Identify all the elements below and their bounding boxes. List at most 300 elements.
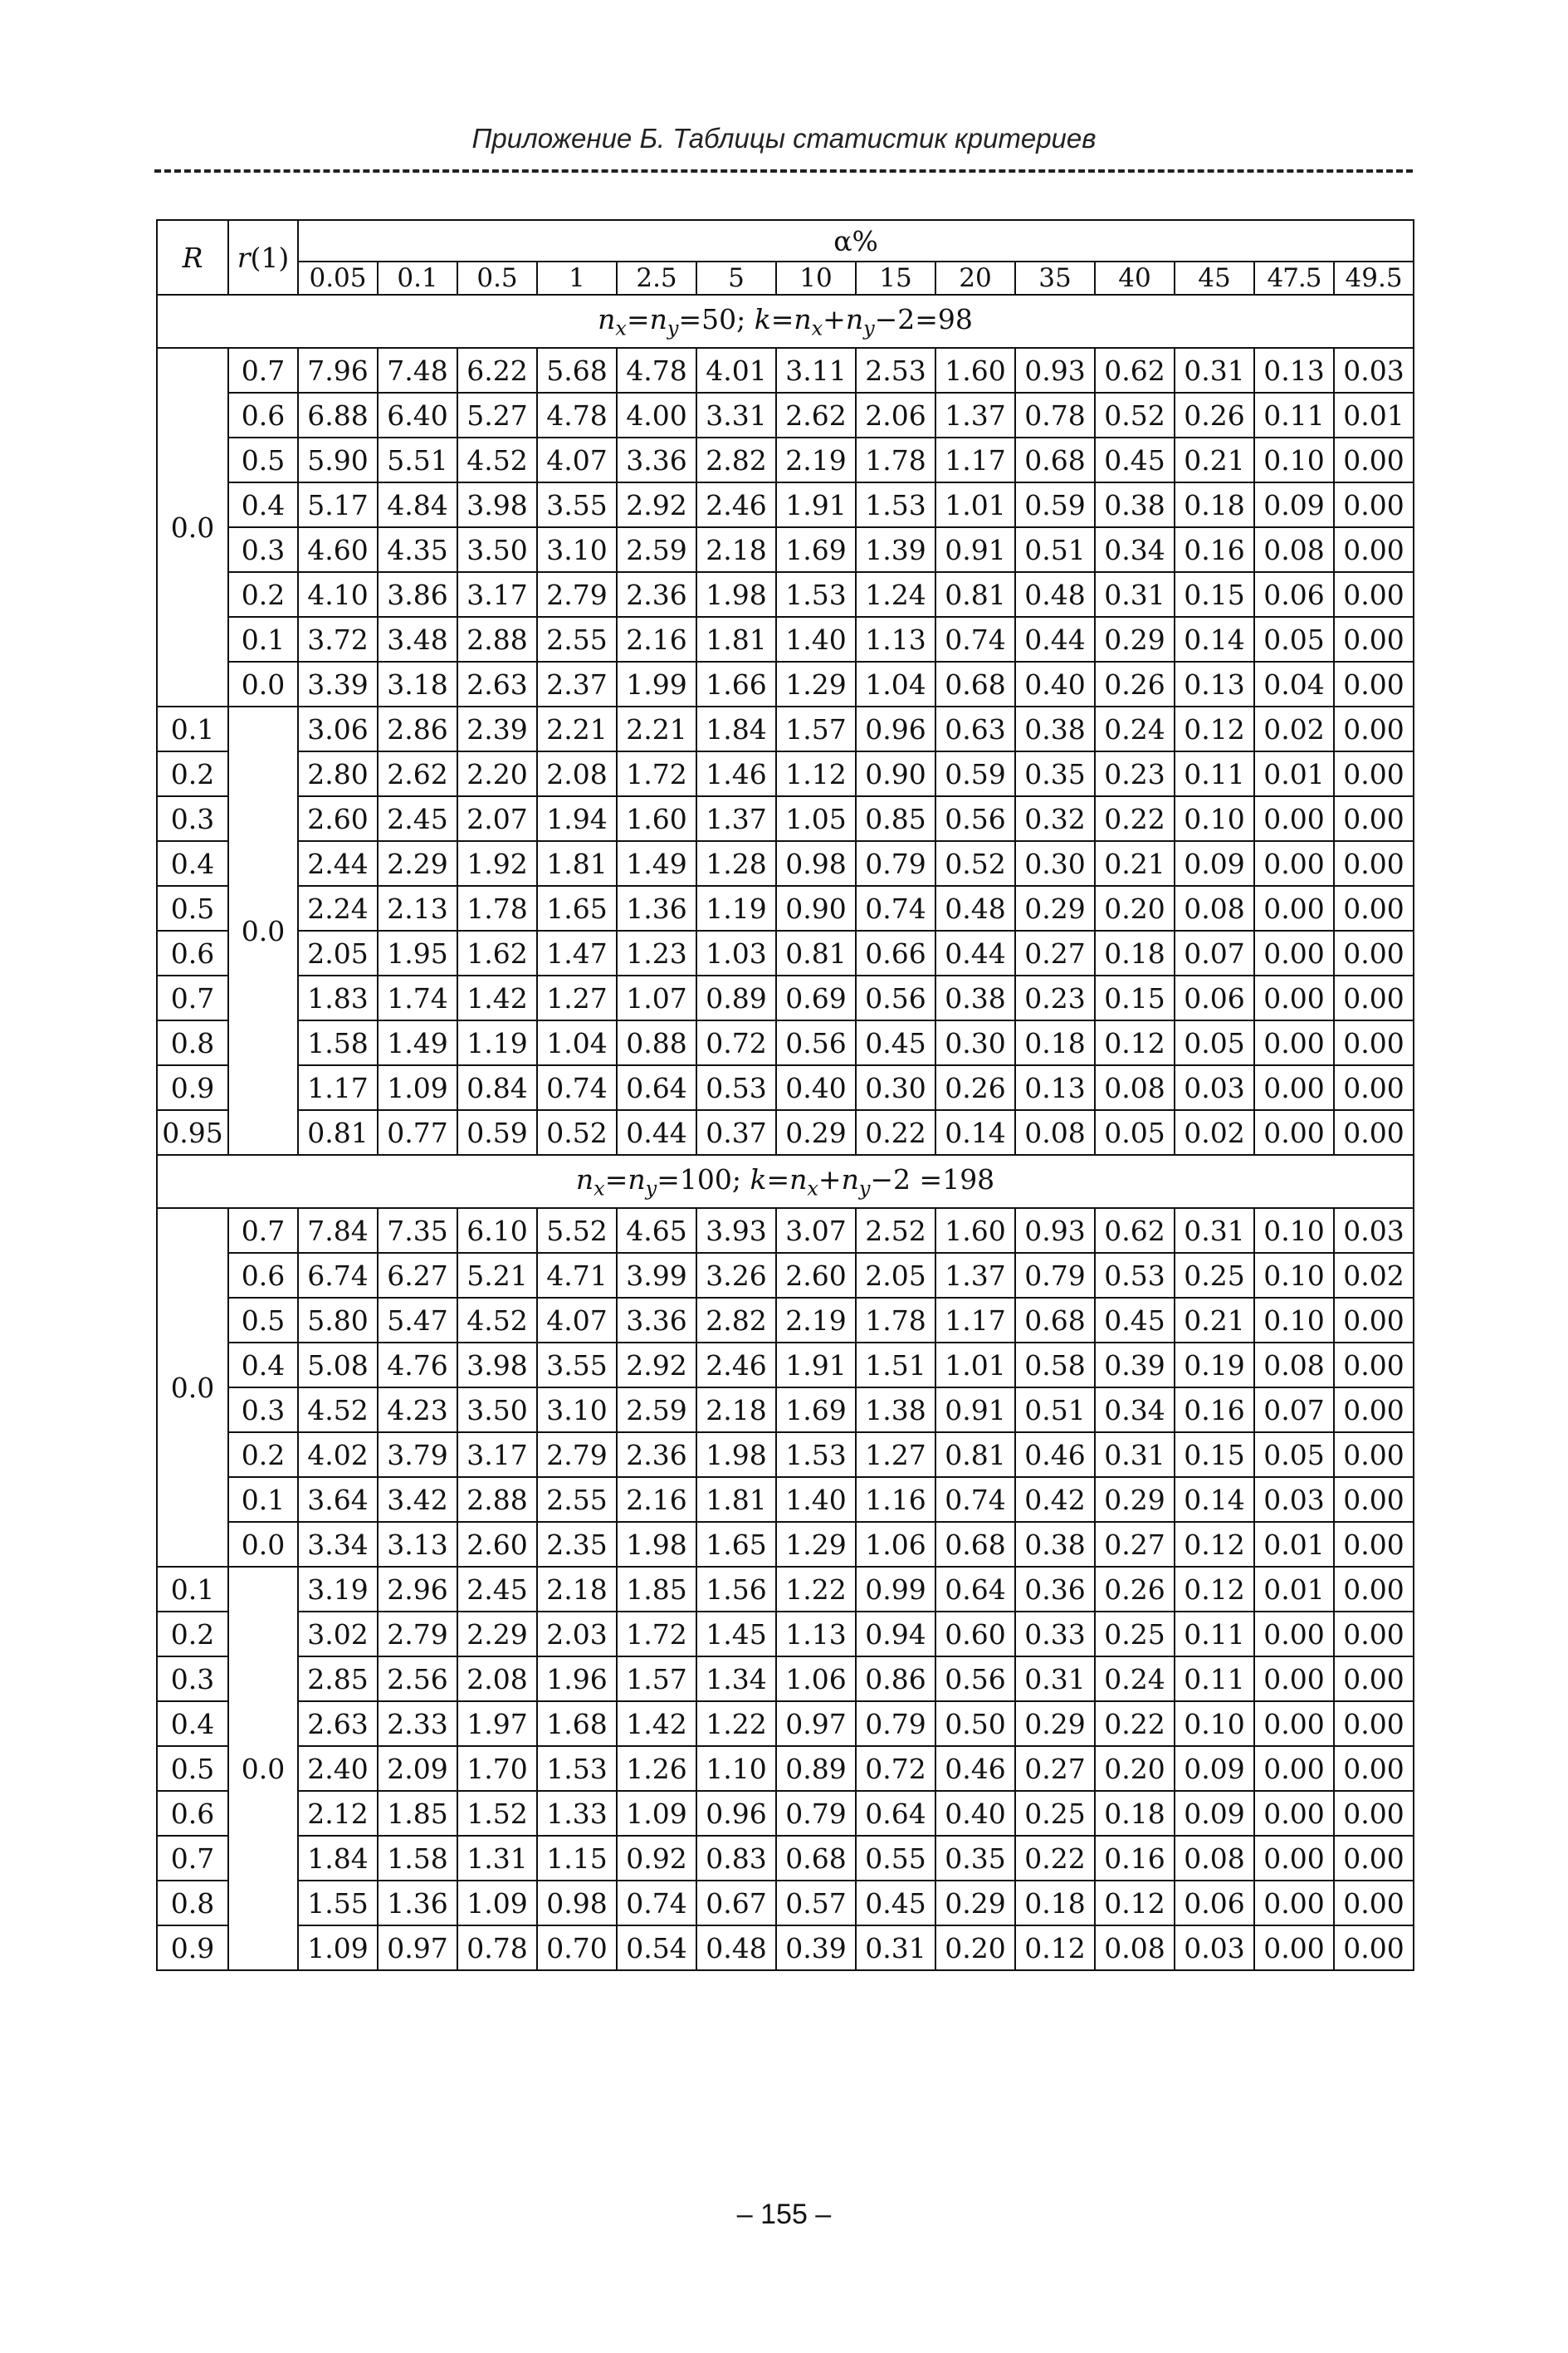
value-cell: 0.22 xyxy=(856,1110,935,1155)
value-cell: 0.31 xyxy=(1015,1656,1095,1701)
value-cell: 0.35 xyxy=(1015,751,1095,796)
value-cell: 0.10 xyxy=(1175,1701,1254,1746)
value-cell: 0.56 xyxy=(935,796,1015,841)
r1-value-cell: 0.2 xyxy=(228,572,298,617)
value-cell: 0.12 xyxy=(1175,707,1254,751)
value-cell: 1.34 xyxy=(696,1656,776,1701)
section-caption-row xyxy=(157,1155,1414,1208)
alpha-header-cell: 0.5 xyxy=(457,262,537,295)
value-cell: 1.40 xyxy=(776,1477,856,1522)
value-cell: 0.03 xyxy=(1254,1477,1334,1522)
value-cell: 3.93 xyxy=(696,1208,776,1253)
table-row xyxy=(157,841,1414,886)
value-cell: 3.42 xyxy=(378,1477,457,1522)
value-cell: 0.00 xyxy=(1254,886,1334,931)
value-cell: 2.35 xyxy=(537,1522,617,1567)
value-cell: 0.27 xyxy=(1015,1746,1095,1791)
value-cell: 0.18 xyxy=(1095,931,1175,976)
value-cell: 0.20 xyxy=(1095,886,1175,931)
value-cell: 1.53 xyxy=(776,1432,856,1477)
value-cell: 1.78 xyxy=(457,886,537,931)
value-cell: 1.49 xyxy=(617,841,696,886)
value-cell: 0.42 xyxy=(1015,1477,1095,1522)
value-cell: 0.40 xyxy=(1015,662,1095,707)
value-cell: 0.00 xyxy=(1334,1612,1414,1656)
value-cell: 3.64 xyxy=(298,1477,378,1522)
value-cell: 0.06 xyxy=(1254,572,1334,617)
value-cell: 0.90 xyxy=(776,886,856,931)
r1-value-cell: 0.2 xyxy=(228,1432,298,1477)
value-cell: 6.22 xyxy=(457,348,537,393)
value-cell: 0.72 xyxy=(696,1020,776,1065)
value-cell: 3.36 xyxy=(617,1298,696,1343)
value-cell: 4.52 xyxy=(457,1298,537,1343)
value-cell: 0.68 xyxy=(935,1522,1015,1567)
value-cell: 0.01 xyxy=(1254,1522,1334,1567)
running-head: Приложение Б. Таблицы статистик критериев xyxy=(471,123,1097,154)
value-cell: 2.18 xyxy=(696,527,776,572)
R-value-cell: 0.6 xyxy=(157,931,228,976)
value-cell: 0.06 xyxy=(1175,1881,1254,1925)
value-cell: 1.27 xyxy=(537,976,617,1020)
value-cell: 0.38 xyxy=(1015,1522,1095,1567)
value-cell: 0.68 xyxy=(1015,438,1095,482)
value-cell: 0.62 xyxy=(1095,348,1175,393)
value-cell: 0.81 xyxy=(298,1110,378,1155)
value-cell: 1.29 xyxy=(776,1522,856,1567)
value-cell: 0.69 xyxy=(776,976,856,1020)
value-cell: 0.46 xyxy=(1015,1432,1095,1477)
value-cell: 0.58 xyxy=(1015,1343,1095,1387)
value-cell: 5.08 xyxy=(298,1343,378,1387)
table-row xyxy=(157,1746,1414,1791)
value-cell: 0.08 xyxy=(1015,1110,1095,1155)
value-cell: 0.00 xyxy=(1254,931,1334,976)
value-cell: 1.03 xyxy=(696,931,776,976)
value-cell: 1.49 xyxy=(378,1020,457,1065)
value-cell: 1.94 xyxy=(537,796,617,841)
value-cell: 1.28 xyxy=(696,841,776,886)
value-cell: 0.59 xyxy=(1015,482,1095,527)
value-cell: 2.96 xyxy=(378,1567,457,1612)
value-cell: 3.18 xyxy=(378,662,457,707)
value-cell: 0.56 xyxy=(935,1656,1015,1701)
table-row xyxy=(157,707,1414,751)
value-cell: 0.00 xyxy=(1334,1567,1414,1612)
value-cell: 0.83 xyxy=(696,1836,776,1881)
R-value-cell: 0.9 xyxy=(157,1925,228,1970)
value-cell: 3.10 xyxy=(537,1387,617,1432)
value-cell: 1.36 xyxy=(378,1881,457,1925)
value-cell: 1.55 xyxy=(298,1881,378,1925)
alpha-header-cell: 45 xyxy=(1175,262,1254,295)
value-cell: 7.84 xyxy=(298,1208,378,1253)
value-cell: 0.40 xyxy=(776,1065,856,1110)
value-cell: 2.08 xyxy=(537,751,617,796)
value-cell: 0.44 xyxy=(935,931,1015,976)
value-cell: 0.00 xyxy=(1334,1065,1414,1110)
value-cell: 3.17 xyxy=(457,1432,537,1477)
r1-value-cell: 0.7 xyxy=(228,1208,298,1253)
value-cell: 0.57 xyxy=(776,1881,856,1925)
value-cell: 2.18 xyxy=(537,1567,617,1612)
value-cell: 2.86 xyxy=(378,707,457,751)
value-cell: 0.77 xyxy=(378,1110,457,1155)
value-cell: 0.84 xyxy=(457,1065,537,1110)
value-cell: 0.44 xyxy=(1015,617,1095,662)
value-cell: 2.92 xyxy=(617,1343,696,1387)
value-cell: 0.00 xyxy=(1334,527,1414,572)
value-cell: 0.31 xyxy=(1095,1432,1175,1477)
table-row xyxy=(157,1208,1414,1253)
value-cell: 0.97 xyxy=(776,1701,856,1746)
value-cell: 0.52 xyxy=(935,841,1015,886)
value-cell: 1.81 xyxy=(537,841,617,886)
value-cell: 1.42 xyxy=(457,976,537,1020)
value-cell: 0.30 xyxy=(856,1065,935,1110)
value-cell: 0.79 xyxy=(856,1701,935,1746)
value-cell: 2.88 xyxy=(457,617,537,662)
value-cell: 2.60 xyxy=(298,796,378,841)
value-cell: 1.37 xyxy=(935,1253,1015,1298)
R-value-cell: 0.7 xyxy=(157,1836,228,1881)
table-row xyxy=(157,1567,1414,1612)
value-cell: 0.26 xyxy=(1175,393,1254,438)
R-value-cell: 0.1 xyxy=(157,1567,228,1612)
value-cell: 3.48 xyxy=(378,617,457,662)
value-cell: 0.09 xyxy=(1254,482,1334,527)
value-cell: 0.11 xyxy=(1175,1612,1254,1656)
value-cell: 0.14 xyxy=(1175,1477,1254,1522)
value-cell: 0.10 xyxy=(1254,1253,1334,1298)
table-row xyxy=(157,1432,1414,1477)
value-cell: 0.53 xyxy=(696,1065,776,1110)
value-cell: 0.11 xyxy=(1175,1656,1254,1701)
R-value-cell: 0.1 xyxy=(157,707,228,751)
table-row xyxy=(157,1020,1414,1065)
value-cell: 2.80 xyxy=(298,751,378,796)
value-cell: 0.00 xyxy=(1254,1836,1334,1881)
table-row xyxy=(157,1881,1414,1925)
value-cell: 0.31 xyxy=(856,1925,935,1970)
value-cell: 2.37 xyxy=(537,662,617,707)
value-cell: 1.57 xyxy=(617,1656,696,1701)
value-cell: 0.12 xyxy=(1175,1522,1254,1567)
value-cell: 0.29 xyxy=(935,1881,1015,1925)
value-cell: 0.98 xyxy=(776,841,856,886)
value-cell: 0.00 xyxy=(1334,1298,1414,1343)
value-cell: 5.47 xyxy=(378,1298,457,1343)
value-cell: 1.60 xyxy=(617,796,696,841)
R-value-cell: 0.5 xyxy=(157,1746,228,1791)
value-cell: 1.85 xyxy=(617,1567,696,1612)
R-value-cell: 0.0 xyxy=(157,1208,228,1567)
value-cell: 0.00 xyxy=(1334,1656,1414,1701)
value-cell: 1.06 xyxy=(776,1656,856,1701)
value-cell: 0.08 xyxy=(1095,1925,1175,1970)
value-cell: 1.06 xyxy=(856,1522,935,1567)
value-cell: 0.04 xyxy=(1254,662,1334,707)
value-cell: 6.88 xyxy=(298,393,378,438)
table-row xyxy=(157,482,1414,527)
value-cell: 0.26 xyxy=(1095,1567,1175,1612)
value-cell: 0.00 xyxy=(1334,482,1414,527)
value-cell: 2.62 xyxy=(378,751,457,796)
alpha-header-cell: 35 xyxy=(1015,262,1095,295)
value-cell: 5.51 xyxy=(378,438,457,482)
value-cell: 0.52 xyxy=(1095,393,1175,438)
value-cell: 0.10 xyxy=(1254,1298,1334,1343)
value-cell: 0.38 xyxy=(1095,482,1175,527)
value-cell: 0.39 xyxy=(776,1925,856,1970)
value-cell: 0.20 xyxy=(935,1925,1015,1970)
value-cell: 1.31 xyxy=(457,1836,537,1881)
value-cell: 0.18 xyxy=(1015,1881,1095,1925)
value-cell: 2.12 xyxy=(298,1791,378,1836)
value-cell: 0.00 xyxy=(1254,1791,1334,1836)
value-cell: 4.52 xyxy=(457,438,537,482)
value-cell: 2.21 xyxy=(617,707,696,751)
value-cell: 0.72 xyxy=(856,1746,935,1791)
R-value-cell: 0.95 xyxy=(157,1110,228,1155)
value-cell: 1.53 xyxy=(856,482,935,527)
value-cell: 0.51 xyxy=(1015,1387,1095,1432)
value-cell: 0.96 xyxy=(856,707,935,751)
value-cell: 4.60 xyxy=(298,527,378,572)
value-cell: 1.85 xyxy=(378,1791,457,1836)
value-cell: 1.60 xyxy=(935,1208,1015,1253)
value-cell: 0.54 xyxy=(617,1925,696,1970)
value-cell: 0.00 xyxy=(1334,617,1414,662)
value-cell: 0.68 xyxy=(1015,1298,1095,1343)
value-cell: 1.98 xyxy=(617,1522,696,1567)
value-cell: 3.10 xyxy=(537,527,617,572)
R-value-cell: 0.2 xyxy=(157,1612,228,1656)
value-cell: 1.68 xyxy=(537,1701,617,1746)
value-cell: 2.62 xyxy=(776,393,856,438)
page-number: – 155 – xyxy=(736,2199,832,2230)
value-cell: 0.09 xyxy=(1175,1791,1254,1836)
value-cell: 0.08 xyxy=(1175,886,1254,931)
value-cell: 0.21 xyxy=(1175,1298,1254,1343)
value-cell: 0.00 xyxy=(1334,1836,1414,1881)
value-cell: 1.01 xyxy=(935,482,1015,527)
value-cell: 0.11 xyxy=(1254,393,1334,438)
value-cell: 1.36 xyxy=(617,886,696,931)
value-cell: 1.12 xyxy=(776,751,856,796)
value-cell: 0.00 xyxy=(1334,1432,1414,1477)
value-cell: 0.00 xyxy=(1334,1925,1414,1970)
value-cell: 0.74 xyxy=(617,1881,696,1925)
value-cell: 1.33 xyxy=(537,1791,617,1836)
value-cell: 1.09 xyxy=(378,1065,457,1110)
value-cell: 1.23 xyxy=(617,931,696,976)
r1-value-cell: 0.4 xyxy=(228,482,298,527)
table-body xyxy=(157,220,1414,1970)
r1-value-cell: 0.3 xyxy=(228,1387,298,1432)
section-caption: $n_x=n_y=100$; $k=n_x+n_y-2 =198$ xyxy=(157,1155,1414,1208)
alpha-header-cell: 15 xyxy=(856,262,935,295)
value-cell: 2.16 xyxy=(617,1477,696,1522)
value-cell: 0.00 xyxy=(1254,1881,1334,1925)
value-cell: 3.39 xyxy=(298,662,378,707)
value-cell: 0.99 xyxy=(856,1567,935,1612)
value-cell: 1.10 xyxy=(696,1746,776,1791)
value-cell: 2.24 xyxy=(298,886,378,931)
value-cell: 0.91 xyxy=(935,1387,1015,1432)
value-cell: 3.98 xyxy=(457,482,537,527)
value-cell: 1.52 xyxy=(457,1791,537,1836)
value-cell: 2.85 xyxy=(298,1656,378,1701)
value-cell: 0.16 xyxy=(1175,527,1254,572)
value-cell: 0.00 xyxy=(1254,976,1334,1020)
value-cell: 2.06 xyxy=(856,393,935,438)
value-cell: 2.79 xyxy=(537,572,617,617)
value-cell: 2.92 xyxy=(617,482,696,527)
value-cell: 1.22 xyxy=(696,1701,776,1746)
table-row xyxy=(157,393,1414,438)
value-cell: 4.35 xyxy=(378,527,457,572)
table-row xyxy=(157,886,1414,931)
value-cell: 0.39 xyxy=(1095,1343,1175,1387)
header-row-alphas xyxy=(157,262,1414,295)
value-cell: 0.13 xyxy=(1254,348,1334,393)
value-cell: 0.90 xyxy=(856,751,935,796)
value-cell: 2.53 xyxy=(856,348,935,393)
table-row xyxy=(157,1656,1414,1701)
value-cell: 0.12 xyxy=(1095,1020,1175,1065)
value-cell: 0.38 xyxy=(1015,707,1095,751)
value-cell: 0.22 xyxy=(1095,1701,1175,1746)
value-cell: 0.63 xyxy=(935,707,1015,751)
value-cell: 1.81 xyxy=(696,617,776,662)
table-row xyxy=(157,527,1414,572)
value-cell: 1.56 xyxy=(696,1567,776,1612)
value-cell: 0.31 xyxy=(1175,348,1254,393)
value-cell: 0.70 xyxy=(537,1925,617,1970)
value-cell: 1.17 xyxy=(298,1065,378,1110)
value-cell: 5.17 xyxy=(298,482,378,527)
value-cell: 0.79 xyxy=(856,841,935,886)
value-cell: 2.05 xyxy=(856,1253,935,1298)
table-row xyxy=(157,1701,1414,1746)
value-cell: 1.04 xyxy=(537,1020,617,1065)
value-cell: 2.79 xyxy=(378,1612,457,1656)
value-cell: 0.13 xyxy=(1175,662,1254,707)
value-cell: 0.00 xyxy=(1334,886,1414,931)
value-cell: 0.78 xyxy=(1015,393,1095,438)
value-cell: 0.23 xyxy=(1095,751,1175,796)
section-caption-row xyxy=(157,295,1414,348)
value-cell: 0.11 xyxy=(1175,751,1254,796)
value-cell: 1.09 xyxy=(457,1881,537,1925)
value-cell: 1.27 xyxy=(856,1432,935,1477)
value-cell: 1.45 xyxy=(696,1612,776,1656)
value-cell: 3.31 xyxy=(696,393,776,438)
value-cell: 0.14 xyxy=(935,1110,1015,1155)
value-cell: 0.08 xyxy=(1175,1836,1254,1881)
r1-value-cell: 0.7 xyxy=(228,348,298,393)
table-row xyxy=(157,931,1414,976)
value-cell: 0.15 xyxy=(1175,1432,1254,1477)
value-cell: 0.96 xyxy=(696,1791,776,1836)
value-cell: 2.39 xyxy=(457,707,537,751)
value-cell: 2.56 xyxy=(378,1656,457,1701)
r1-value-cell: 0.0 xyxy=(228,1567,298,1970)
value-cell: 0.15 xyxy=(1095,976,1175,1020)
table-row xyxy=(157,662,1414,707)
value-cell: 2.36 xyxy=(617,1432,696,1477)
value-cell: 1.40 xyxy=(776,617,856,662)
value-cell: 1.53 xyxy=(537,1746,617,1791)
value-cell: 1.38 xyxy=(856,1387,935,1432)
value-cell: 0.00 xyxy=(1334,796,1414,841)
value-cell: 0.29 xyxy=(776,1110,856,1155)
value-cell: 1.98 xyxy=(696,1432,776,1477)
value-cell: 0.00 xyxy=(1334,1110,1414,1155)
value-cell: 2.05 xyxy=(298,931,378,976)
value-cell: 6.74 xyxy=(298,1253,378,1298)
value-cell: 0.00 xyxy=(1334,841,1414,886)
value-cell: 2.40 xyxy=(298,1746,378,1791)
value-cell: 1.72 xyxy=(617,751,696,796)
value-cell: 4.10 xyxy=(298,572,378,617)
value-cell: 2.29 xyxy=(457,1612,537,1656)
value-cell: 0.74 xyxy=(935,617,1015,662)
value-cell: 1.60 xyxy=(935,348,1015,393)
table-row xyxy=(157,1065,1414,1110)
value-cell: 3.26 xyxy=(696,1253,776,1298)
R-value-cell: 0.4 xyxy=(157,1701,228,1746)
R-value-cell: 0.8 xyxy=(157,1020,228,1065)
value-cell: 2.13 xyxy=(378,886,457,931)
value-cell: 0.64 xyxy=(856,1791,935,1836)
value-cell: 0.89 xyxy=(776,1746,856,1791)
value-cell: 0.62 xyxy=(1095,1208,1175,1253)
value-cell: 3.34 xyxy=(298,1522,378,1567)
value-cell: 1.91 xyxy=(776,482,856,527)
value-cell: 0.79 xyxy=(1015,1253,1095,1298)
value-cell: 0.24 xyxy=(1095,707,1175,751)
value-cell: 0.00 xyxy=(1334,707,1414,751)
r1-value-cell: 0.5 xyxy=(228,1298,298,1343)
value-cell: 3.98 xyxy=(457,1343,537,1387)
header-alpha: α% xyxy=(298,220,1414,262)
value-cell: 0.45 xyxy=(856,1881,935,1925)
value-cell: 2.20 xyxy=(457,751,537,796)
value-cell: 0.22 xyxy=(1095,796,1175,841)
value-cell: 0.27 xyxy=(1015,931,1095,976)
value-cell: 0.08 xyxy=(1254,527,1334,572)
value-cell: 0.45 xyxy=(856,1020,935,1065)
value-cell: 1.96 xyxy=(537,1656,617,1701)
value-cell: 0.46 xyxy=(935,1746,1015,1791)
value-cell: 1.16 xyxy=(856,1477,935,1522)
value-cell: 0.74 xyxy=(935,1477,1015,1522)
value-cell: 4.23 xyxy=(378,1387,457,1432)
R-value-cell: 0.5 xyxy=(157,886,228,931)
value-cell: 1.46 xyxy=(696,751,776,796)
value-cell: 3.50 xyxy=(457,1387,537,1432)
value-cell: 2.59 xyxy=(617,527,696,572)
value-cell: 0.00 xyxy=(1334,1343,1414,1387)
table-row xyxy=(157,1925,1414,1970)
value-cell: 0.37 xyxy=(696,1110,776,1155)
table-row xyxy=(157,1343,1414,1387)
value-cell: 2.79 xyxy=(537,1432,617,1477)
R-value-cell: 0.7 xyxy=(157,976,228,1020)
value-cell: 1.05 xyxy=(776,796,856,841)
